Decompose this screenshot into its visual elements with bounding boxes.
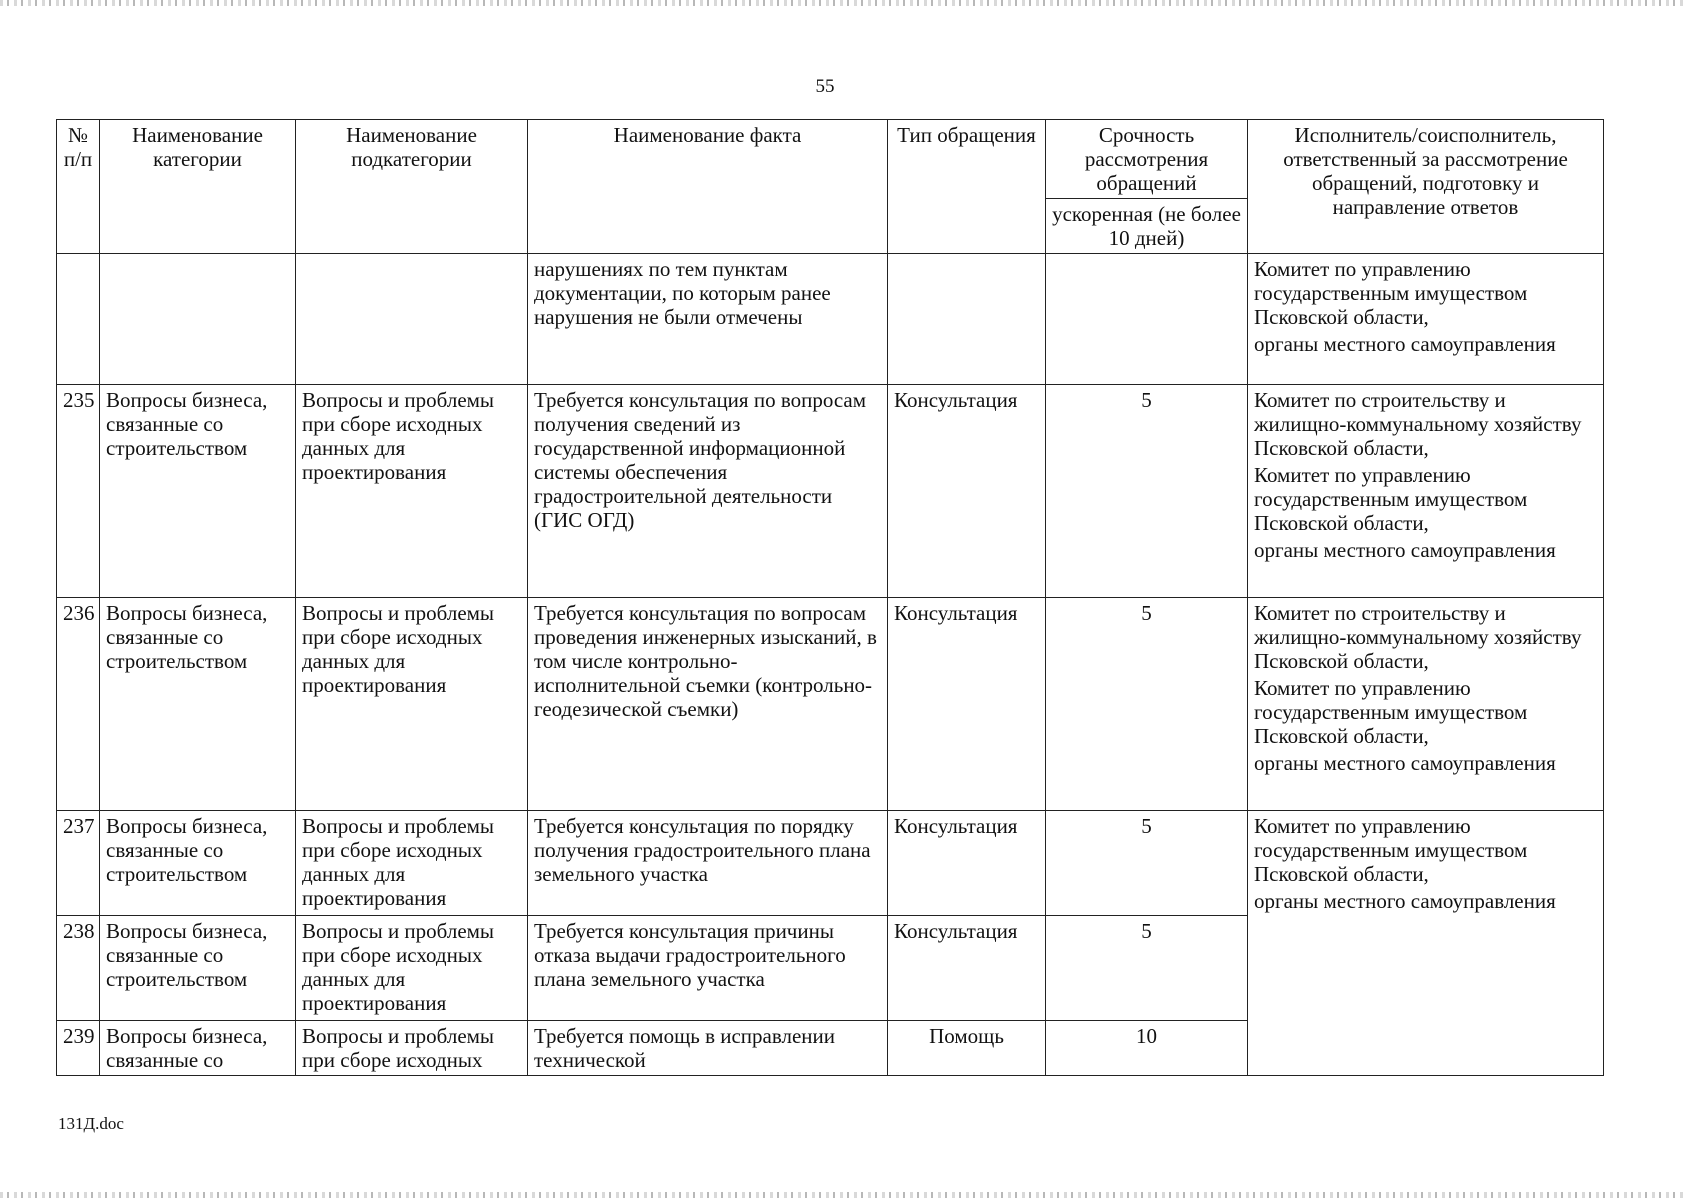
header-urgency: Срочность рассмотрения обращений <box>1046 120 1248 199</box>
cell-num: 236 <box>57 598 100 811</box>
cell-days: 5 <box>1046 385 1248 598</box>
cell-fact: Требуется консультация по вопросам проведения инженерных изысканий, в том числе контрольно-исполнительной съемки (контрольно-геодезической съемки) <box>528 598 888 811</box>
cell-category: Вопросы бизнеса, связанные со <box>100 1021 296 1076</box>
cell-type: Консультация <box>888 598 1046 811</box>
cell-type: Консультация <box>888 916 1046 1021</box>
cell-num: 235 <box>57 385 100 598</box>
executor-line: Комитет по управлению государственным имуществом Псковской области, <box>1254 676 1528 748</box>
header-urgency-sub: ускоренная (не более 10 дней) <box>1046 199 1248 254</box>
cell-fact: Требуется консультация причины отказа выдачи градостроительного плана земельного участка <box>528 916 888 1021</box>
executor-line: органы местного самоуправления <box>1254 332 1556 356</box>
executor-line: Комитет по управлению государственным имуществом Псковской области, <box>1254 463 1528 535</box>
cell-subcategory: Вопросы и проблемы при сборе исходных данных для проектирования <box>296 916 528 1021</box>
cell-fact: Требуется консультация по порядку получения градостроительного плана земельного участка <box>528 811 888 916</box>
cell-executor <box>1248 254 1604 385</box>
cell-num <box>57 254 100 385</box>
document-table <box>56 119 1604 1076</box>
cell-type: Консультация <box>888 811 1046 916</box>
cell-subcategory: Вопросы и проблемы при сборе исходных данных для проектирования <box>296 811 528 916</box>
header-fact: Наименование факта <box>528 120 888 254</box>
cell-fact: Требуется консультация по вопросам получения сведений из государственной информационной системы обеспечения градостроительной деятельности (ГИС ОГД) <box>528 385 888 598</box>
cell-executor-merged <box>1248 811 1604 1076</box>
cell-days: 5 <box>1046 811 1248 916</box>
executor-line: Комитет по строительству и жилищно-коммунальному хозяйству Псковской области, <box>1254 388 1582 460</box>
cell-category: Вопросы бизнеса, связанные со строительством <box>100 385 296 598</box>
table-row-237 <box>57 811 1604 916</box>
cell-category: Вопросы бизнеса, связанные со строительством <box>100 598 296 811</box>
cell-subcategory: Вопросы и проблемы при сборе исходных <box>296 1021 528 1076</box>
cell-num: 239 <box>57 1021 100 1076</box>
cell-subcategory: Вопросы и проблемы при сборе исходных данных для проектирования <box>296 598 528 811</box>
header-type: Тип обращения <box>888 120 1046 254</box>
scan-edge-bottom <box>0 1192 1686 1198</box>
cell-subcategory <box>296 254 528 385</box>
executor-line: органы местного самоуправления <box>1254 538 1556 562</box>
cell-days <box>1046 254 1248 385</box>
cell-category: Вопросы бизнеса, связанные со строительством <box>100 811 296 916</box>
header-category: Наименование категории <box>100 120 296 254</box>
cell-num: 237 <box>57 811 100 916</box>
table-header-row <box>57 120 1604 199</box>
header-num: № п/п <box>57 120 100 254</box>
executor-line: органы местного самоуправления <box>1254 751 1556 775</box>
cell-days: 5 <box>1046 916 1248 1021</box>
cell-category <box>100 254 296 385</box>
cell-type: Консультация <box>888 385 1046 598</box>
cell-executor <box>1248 598 1604 811</box>
executor-line: Комитет по управлению государственным имуществом Псковской области, <box>1254 814 1528 886</box>
cell-subcategory: Вопросы и проблемы при сборе исходных данных для проектирования <box>296 385 528 598</box>
scan-edge-top <box>0 0 1686 6</box>
executor-line: органы местного самоуправления <box>1254 889 1556 913</box>
footer-filename: 131Д.doc <box>58 1114 124 1133</box>
page-number: 55 <box>815 76 835 97</box>
cell-type <box>888 254 1046 385</box>
header-subcategory: Наименование подкатегории <box>296 120 528 254</box>
table-row-235 <box>57 385 1604 598</box>
cell-fact: Требуется помощь в исправлении технической <box>528 1021 888 1076</box>
cell-type: Помощь <box>888 1021 1046 1076</box>
header-executor: Исполнитель/соисполнитель, ответственный за рассмотрение обращений, подготовку и направление ответов <box>1248 120 1604 254</box>
cell-fact: нарушениях по тем пунктам документации, по которым ранее нарушения не были отмечены <box>528 254 888 385</box>
cell-executor <box>1248 385 1604 598</box>
cell-days: 5 <box>1046 598 1248 811</box>
cell-category: Вопросы бизнеса, связанные со строительством <box>100 916 296 1021</box>
table-row-236 <box>57 598 1604 811</box>
executor-line: Комитет по управлению государственным имуществом Псковской области, <box>1254 257 1528 329</box>
executor-line: Комитет по строительству и жилищно-коммунальному хозяйству Псковской области, <box>1254 601 1582 673</box>
table-row-continuation <box>57 254 1604 385</box>
cell-num: 238 <box>57 916 100 1021</box>
cell-days: 10 <box>1046 1021 1248 1076</box>
